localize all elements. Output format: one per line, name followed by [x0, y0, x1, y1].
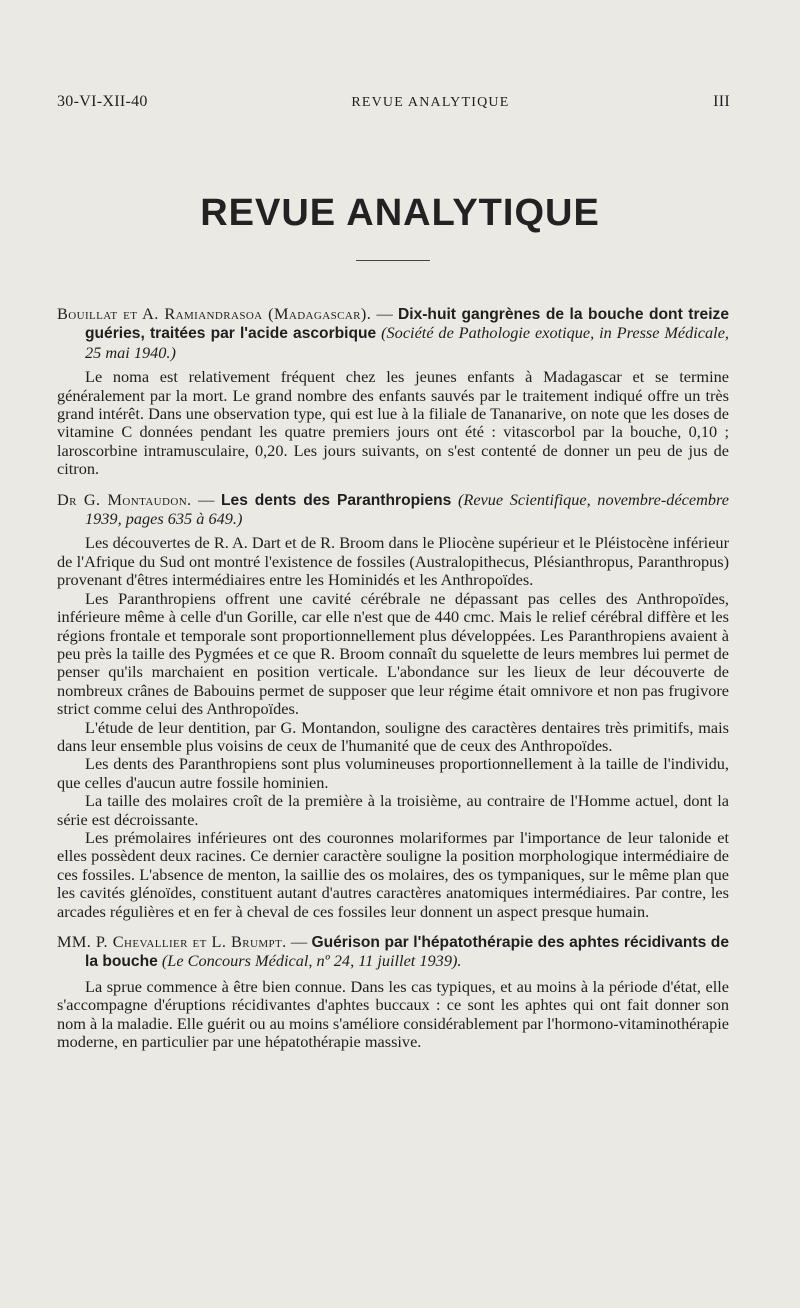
- entry-paragraph: L'étude de leur dentition, par G. Montandon, souligne des caractères dentaires très primitifs, mais dans leur ensemble plus voisins de ceux de l'humanité que de ceux des Anthropoïdes.: [57, 717, 729, 755]
- entry-heading: [57, 491, 729, 529]
- running-header: [57, 93, 730, 111]
- title-divider: [356, 260, 430, 261]
- entry-title: Dix-huit gangrènes de la bouche dont treize guéries, traitées par l'acide ascorbique: [85, 306, 729, 343]
- entry-paragraph: Les dents des Paranthropiens sont plus volumineuses proportionnellement à la taille de l'individu, que celles d'aucun autre fossile hominien.: [57, 754, 729, 792]
- entry-dash: —: [286, 932, 312, 951]
- page-number: III: [713, 93, 730, 110]
- issue-date: 30-VI-XII-40: [57, 93, 148, 110]
- entry-paragraph: La taille des molaires croît de la première à la troisième, au contraire de l'Homme actuel, dont la série est décroissante.: [57, 791, 729, 829]
- article-body: [57, 305, 729, 1051]
- entry-paragraph: La sprue commence à être bien connue. Dans les cas typiques, et au moins à la période d'état, elle s'accompagne d'éruptions récidivantes d'aphtes buccaux : ce sont les aphtes qui ont fait donner son nom à la maladie. Elle guérit ou au moins s'améliore considérablement par l'hormono-vitaminothérapie moderne, en particulier par une hépatothérapie massive.: [57, 976, 729, 1052]
- entry-authors: MM. P. Chevallier et L. Brumpt.: [57, 932, 287, 951]
- entry-dash: —: [191, 489, 222, 509]
- entry-reference: (Revue Scientifique, novembre-décembre 1939, pages 635 à 649.): [85, 489, 729, 529]
- entry-heading: [57, 305, 729, 362]
- entry-authors: Dr G. Montaudon.: [57, 489, 192, 509]
- entry-heading: [57, 933, 729, 972]
- entry-dash: —: [371, 304, 398, 323]
- entry-paragraph: Les Paranthropiens offrent une cavité cérébrale ne dépassant pas celles des Anthropoïdes, inférieure même à celle d'un Gorille, car elle n'est que de 440 cmc. Mais le relief cérébral diffère et les régions frontale et temporale sont proportionnellement plus développées. Les Paranthropiens avaient à peu près la taille des Pygmées et ce que R. Broom connaît du squelette de leurs membres lui permet de penser qu'ils marchaient en position verticale. L'abondance sur les lieux de leur découverte de nombreux crânes de Babouins permet de supposer que leur régime était omnivore et non pas frugivore strict comme celui des Anthropoïdes.: [57, 588, 729, 719]
- entry-authors: Bouillat et A. Ramiandrasoa (Madagascar).: [57, 304, 372, 323]
- running-section-title: REVUE ANALYTIQUE: [351, 95, 510, 110]
- page-title: REVUE ANALYTIQUE: [200, 192, 600, 234]
- entry-title: Guérison par l'hépatothérapie des aphtes récidivants de la bouche: [85, 934, 729, 971]
- entry-title: Les dents des Paranthropiens: [221, 491, 452, 509]
- entry-reference: (Société de Pathologie exotique, in Presse Médicale, 25 mai 1940.): [85, 323, 729, 362]
- entry-paragraph: Le noma est relativement fréquent chez les jeunes enfants à Madagascar et se termine généralement par la mort. Le grand nombre des enfants sauvés par le traitement indiqué offre un très grand intérêt. Dans une observation type, qui est lue à la filiale de Tananarive, on note que les doses de vitamine C données pendant les quatre premiers jours ont été : vitascorbol par la bouche, 0,10 ; laroscorbine intramusculaire, 0,20. Les jours suivants, on s'est contenté de donner un peu de jus de citron.: [57, 367, 729, 479]
- entry-paragraph: Les découvertes de R. A. Dart et de R. Broom dans le Pliocène supérieur et le Pléistocène inférieur de l'Afrique du Sud ont montré l'existence de fossiles (Australopithecus, Plésianthropus, Paranthropus) provenant d'êtres intermédiaires entre les Hominidés et les Anthropoïdes.: [57, 533, 729, 590]
- entry-paragraph: Les prémolaires inférieures ont des couronnes molariformes par l'importance de leur talonide et elles possèdent deux racines. Ce dernier caractère souligne la position morphologique intermédiaire de ces fossiles. L'absence de menton, la saillie des os molaires, des os tympaniques, sur le même plan que les cavités glénoïdes, constituent autant d'autres caractères anatomiques intermédiaires. Par contre, les arcades régulières et en fer à cheval de ces fossiles leur donnent un aspect presque humain.: [57, 827, 729, 921]
- entry-reference: (Le Concours Médical, nº 24, 11 juillet 1939).: [161, 951, 462, 971]
